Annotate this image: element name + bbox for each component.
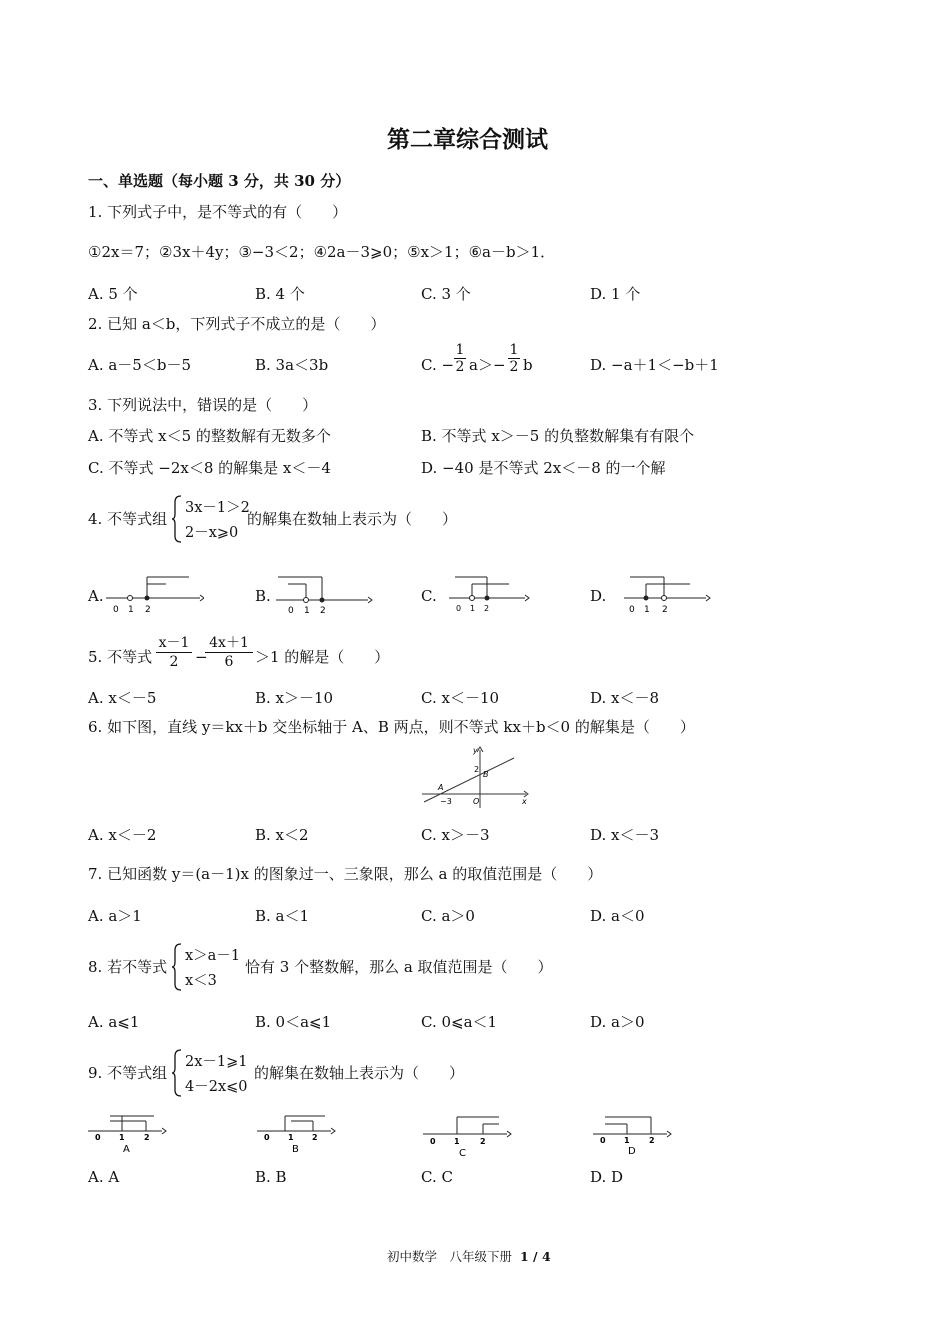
q4-system xyxy=(171,494,251,544)
q4-system-line-2: 2－x⩾0 xyxy=(185,525,239,541)
q7-option-a: A. a＞1 xyxy=(88,907,142,925)
q6-option-a: A. x＜－2 xyxy=(88,826,157,844)
q2-c-fraction-2 xyxy=(508,342,520,375)
q1-option-a: A. 5 个 xyxy=(88,285,138,303)
q5-stem-post: ＞1 的解是（ ） xyxy=(255,648,390,666)
q7-option-d: D. a＜0 xyxy=(590,907,645,925)
tick-2: 2 xyxy=(145,605,151,615)
q8-stem-pre: 8. 若不等式 xyxy=(88,958,168,976)
q5-option-a: A. x＜－5 xyxy=(88,689,157,707)
q2-c-end: b xyxy=(523,356,533,374)
tick-1: 1 xyxy=(644,605,650,615)
left-brace-icon xyxy=(171,494,183,544)
q5-fraction-1 xyxy=(156,634,192,671)
figure-label-d: D xyxy=(628,1146,636,1156)
q9-option-b: B. B xyxy=(255,1168,287,1186)
q3-stem: 3. 下列说法中，错误的是（ ） xyxy=(88,396,318,414)
tick-1: 1 xyxy=(624,1136,630,1145)
tick-0: 0 xyxy=(288,606,294,616)
label-a: A xyxy=(438,783,444,792)
tick-0: 0 xyxy=(629,605,635,615)
fraction-denominator: 2 xyxy=(455,359,465,375)
tick-2: 2 xyxy=(320,606,326,616)
q4-numberline-b xyxy=(274,572,374,616)
tick-0: 0 xyxy=(264,1133,270,1142)
q4-system-line-1: 3x－1＞2 xyxy=(185,500,250,516)
tick-0: 0 xyxy=(113,605,119,615)
q4-option-a: A. xyxy=(88,587,104,605)
q9-option-c: C. C xyxy=(421,1168,453,1186)
q2-option-a: A. a－5＜b－5 xyxy=(88,356,192,374)
tick-2: 2 xyxy=(144,1133,150,1142)
q2-option-d: D. −a＋1＜−b＋1 xyxy=(590,356,719,374)
tick-2: 2 xyxy=(484,604,490,613)
q1-stem: 1. 下列式子中，是不等式的有（ ） xyxy=(88,203,348,221)
fraction-numerator: x－1 xyxy=(158,635,190,651)
page-number: 1 / 4 xyxy=(520,1249,551,1264)
q8-system-line-1: x＞a－1 xyxy=(185,948,241,964)
fraction-numerator: 1 xyxy=(455,342,465,358)
tick-0: 0 xyxy=(430,1137,436,1146)
minus-sign: − xyxy=(195,648,208,666)
q3-option-a: A. 不等式 x＜5 的整数解有无数多个 xyxy=(88,427,331,445)
q1-option-b: B. 4 个 xyxy=(255,285,305,303)
q6-option-c: C. x＞－3 xyxy=(421,826,490,844)
q9-system xyxy=(171,1048,257,1098)
q6-stem: 6. 如下图，直线 y＝kx＋b 交坐标轴于 A、B 两点，则不等式 kx＋b＜0 的解集是（ ） xyxy=(88,718,695,736)
left-brace-icon xyxy=(171,942,183,992)
q2-option-c: C. − xyxy=(421,356,455,374)
section-heading: 一、单选题（每小题 3 分，共 30 分） xyxy=(88,172,351,190)
q9-option-d: D. D xyxy=(590,1168,624,1186)
q5-option-c: C. x＜－10 xyxy=(421,689,500,707)
q5-stem-pre: 5. 不等式 xyxy=(88,648,153,666)
tick-1: 1 xyxy=(288,1133,294,1142)
q9-stem-pre: 9. 不等式组 xyxy=(88,1064,168,1082)
tick-1: 1 xyxy=(470,604,476,613)
q2-stem: 2. 已知 a＜b，下列式子不成立的是（ ） xyxy=(88,315,386,333)
q9-stem-post: 的解集在数轴上表示为（ ） xyxy=(254,1064,465,1082)
tick-2: 2 xyxy=(662,605,668,615)
q5-fraction-2 xyxy=(205,634,253,671)
tick-0: 0 xyxy=(600,1136,606,1145)
q4-stem-pre: 4. 不等式组 xyxy=(88,510,168,528)
q8-stem-post: 恰有 3 个整数解，那么 a 取值范围是（ ） xyxy=(245,958,553,976)
q4-numberline-a xyxy=(104,572,204,616)
q3-option-d: D. −40 是不等式 2x＜－8 的一个解 xyxy=(421,459,666,477)
q4-stem-post: 的解集在数轴上表示为（ ） xyxy=(247,510,458,528)
q9-system-line-2: 4－2x⩽0 xyxy=(185,1079,248,1095)
q8-option-a: A. a⩽1 xyxy=(88,1013,140,1031)
label-2: 2 xyxy=(474,765,480,774)
q7-option-b: B. a＜1 xyxy=(255,907,310,925)
left-brace-icon xyxy=(171,1048,183,1098)
figure-label-a: A xyxy=(123,1144,130,1155)
q1-option-d: D. 1 个 xyxy=(590,285,641,303)
q7-option-c: C. a＞0 xyxy=(421,907,475,925)
q8-option-d: D. a＞0 xyxy=(590,1013,645,1031)
q6-option-d: D. x＜－3 xyxy=(590,826,660,844)
y-axis-label: y xyxy=(473,746,478,755)
fraction-numerator: 4x＋1 xyxy=(209,635,249,651)
q3-option-b: B. 不等式 x＞－5 的负整数解集有有限个 xyxy=(421,427,695,445)
q4-option-c: C. xyxy=(421,587,437,605)
q5-option-d: D. x＜－8 xyxy=(590,689,660,707)
page-title: 第二章综合测试 xyxy=(387,126,548,153)
q6-option-b: B. x＜2 xyxy=(255,826,309,844)
q2-option-b: B. 3a＜3b xyxy=(255,356,329,374)
label-b: B xyxy=(483,770,489,779)
x-axis-label: x xyxy=(522,797,527,806)
q2-c-fraction-1 xyxy=(454,342,466,375)
tick-2: 2 xyxy=(312,1133,318,1142)
tick-0: 0 xyxy=(95,1133,101,1142)
q7-stem: 7. 已知函数 y＝(a－1)x 的图象过一、三象限，那么 a 的取值范围是（ ） xyxy=(88,865,603,883)
q8-option-b: B. 0＜a⩽1 xyxy=(255,1013,332,1031)
fraction-denominator: 6 xyxy=(224,654,234,670)
q6-graph xyxy=(418,744,532,810)
q9-numberline-c xyxy=(421,1112,513,1160)
tick-0: 0 xyxy=(456,604,462,613)
q9-numberline-b xyxy=(255,1112,339,1156)
q3-option-c: C. 不等式 −2x＜8 的解集是 x＜－4 xyxy=(88,459,331,477)
tick-1: 1 xyxy=(304,606,310,616)
q8-option-c: C. 0⩽a＜1 xyxy=(421,1013,498,1031)
q1-option-c: C. 3 个 xyxy=(421,285,471,303)
fraction-denominator: 2 xyxy=(169,654,179,670)
q2-c-middle: a＞− xyxy=(469,356,506,374)
q5-option-b: B. x＞－10 xyxy=(255,689,334,707)
footer-subject: 初中数学 八年级下册 xyxy=(387,1249,513,1264)
q4-option-b: B. xyxy=(255,587,271,605)
q8-system xyxy=(171,942,251,992)
q1-items: ①2x＝7；②3x＋4y；③−3＜2；④2a－3⩾0；⑤x＞1；⑥a－b＞1． xyxy=(88,243,556,261)
q4-option-d: D. xyxy=(590,587,607,605)
fraction-numerator: 1 xyxy=(509,342,519,358)
q9-numberline-a xyxy=(86,1112,170,1156)
q4-numberline-c xyxy=(447,572,531,616)
q9-option-a: A. A xyxy=(88,1168,120,1186)
q9-numberline-d xyxy=(591,1112,675,1156)
figure-label-b: B xyxy=(292,1144,299,1155)
tick-1: 1 xyxy=(119,1133,125,1142)
q4-numberline-d xyxy=(622,572,714,616)
figure-label-c: C xyxy=(459,1148,466,1159)
fraction-denominator: 2 xyxy=(509,359,519,375)
q9-system-line-1: 2x－1⩾1 xyxy=(185,1054,248,1070)
label-neg3: −3 xyxy=(440,797,452,806)
tick-1: 1 xyxy=(454,1137,460,1146)
footer-text xyxy=(387,1249,551,1264)
q8-system-line-2: x＜3 xyxy=(185,973,217,989)
label-origin: O xyxy=(473,797,480,806)
tick-2: 2 xyxy=(480,1137,486,1146)
tick-1: 1 xyxy=(128,605,134,615)
tick-2: 2 xyxy=(649,1136,655,1145)
